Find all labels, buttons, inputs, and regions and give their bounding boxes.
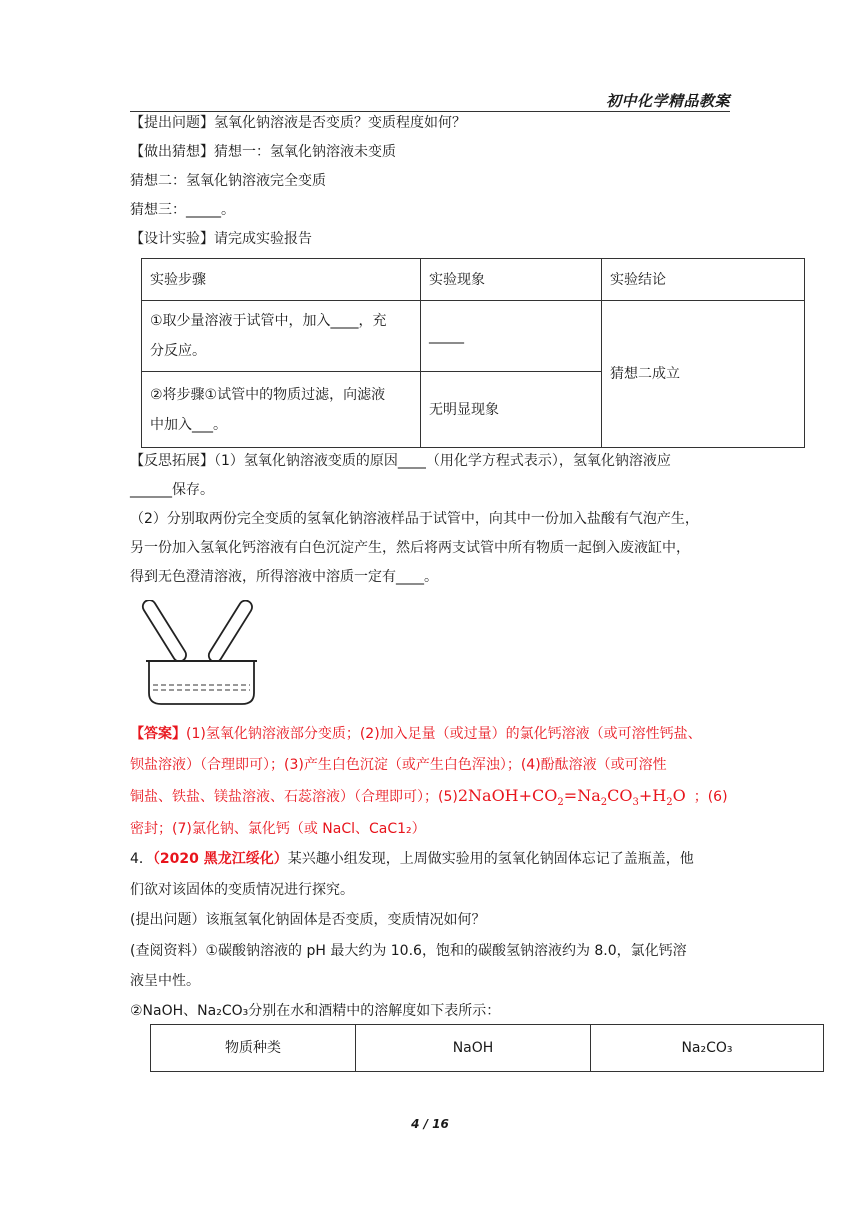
q4-line-1	[130, 849, 694, 869]
hypothesis-2: 猜想二：氢氧化钠溶液完全变质	[130, 173, 326, 189]
eq-sub-4: 2	[666, 797, 673, 809]
q4-line-6: ②NaOH、Na₂CO₃分别在水和酒精中的溶解度如下表所示：	[130, 1003, 501, 1019]
hypothesis-3: 猜想三：_____。	[130, 202, 235, 218]
eq-part-3: CO	[607, 786, 633, 805]
step-2-line-b: 中加入___。	[150, 416, 227, 433]
col-header-step: 实验步骤	[142, 259, 421, 301]
q4-line-2: 们欲对该固体的变质情况进行探究。	[130, 882, 354, 898]
answer-line-1	[130, 724, 702, 744]
reflection-line-3: （2）分别取两份完全变质的氢氧化钠溶液样品于试管中，向其中一份加入盐酸有气泡产生，	[130, 511, 699, 527]
solubility-table	[150, 1024, 824, 1072]
step-1-line-a: ①取少量溶液于试管中，加入____，充	[150, 313, 387, 329]
q4-number: 4．	[130, 851, 153, 867]
chemical-equation	[457, 786, 686, 809]
table-cell-phenomenon-2: 无明显现象	[421, 372, 602, 448]
hypothesis-1: 【做出猜想】猜想一：氢氧化钠溶液未变质	[130, 144, 396, 160]
eq-sub-2: 2	[600, 797, 608, 809]
answer-text-1: (1)氢氧化钠溶液部分变质；(2)加入足量（或过量）的氯化钙溶液（或可溶性钙盐、	[186, 726, 702, 742]
answer-line-2: 钡盐溶液）（合理即可）；(3)产生白色沉淀（或产生白色浑浊）；(4)酚酞溶液（或可溶性	[130, 757, 667, 773]
test-tube-right-icon	[206, 600, 254, 664]
test-tube-left-icon	[140, 600, 188, 664]
eq-part-2: =Na	[563, 786, 601, 805]
step-2-line-a: ②将步骤①试管中的物质过滤，向滤液	[150, 386, 386, 403]
waste-tank-icon	[146, 661, 257, 704]
q4-text-1: 某兴趣小组发现，上周做实验用的氢氧化钠固体忘记了盖瓶盖，他	[287, 851, 694, 867]
q4-line-4: (查阅资料）①碳酸钠溶液的 pH 最大约为 10.6，饱和的碳酸氢钠溶液约为 8.0，氯化钙溶	[130, 943, 687, 959]
waste-bucket-illustration	[138, 600, 263, 712]
sol-header-na2co3: Na₂CO₃	[591, 1025, 824, 1072]
eq-part-1: 2NaOH+CO	[457, 786, 558, 805]
answer-text-3-end: ；(6)	[693, 789, 728, 805]
eq-sub-3: 3	[632, 797, 639, 809]
problem-line: 【提出问题】氢氧化钠溶液是否变质？变质程度如何？	[130, 115, 466, 131]
sol-header-naoh: NaOH	[356, 1025, 591, 1072]
q4-line-5: 液呈中性。	[130, 973, 200, 989]
col-header-conclusion: 实验结论	[602, 259, 805, 301]
header-divider	[130, 111, 730, 112]
page-header-title: 初中化学精品教案	[605, 92, 730, 110]
design-line: 【设计实验】请完成实验报告	[130, 231, 312, 247]
reflection-line-1: 【反思拓展】（1）氢氧化钠溶液变质的原因____（用化学方程式表示），氢氧化钠溶液应	[130, 453, 671, 469]
answer-text-3: 铜盐、铁盐、镁盐溶液、石蕊溶液）（合理即可）；(5)	[130, 789, 458, 805]
table-cell-phenomenon-1: _____	[421, 301, 602, 372]
table-cell-step-1	[142, 301, 421, 372]
eq-part-5: O	[672, 786, 686, 805]
eq-sub-1: 2	[557, 797, 564, 809]
step-1-line-b: 分反应。	[150, 343, 206, 359]
q4-line-3: (提出问题）该瓶氢氧化钠固体是否变质，变质情况如何？	[130, 912, 486, 928]
experiment-table	[141, 258, 805, 448]
table-cell-step-2	[142, 372, 421, 448]
page-number: 4 / 16	[411, 1117, 449, 1131]
sol-header-substance: 物质种类	[151, 1025, 356, 1072]
answer-line-3	[130, 786, 728, 813]
answer-label: 【答案】	[130, 726, 186, 742]
q4-source: （2020 黑龙江绥化）	[152, 851, 288, 867]
col-header-phenomenon: 实验现象	[421, 259, 602, 301]
eq-part-4: +H	[638, 786, 667, 805]
reflection-line-2: ______保存。	[130, 482, 214, 498]
reflection-line-5: 得到无色澄清溶液，所得溶液中溶质一定有____。	[130, 569, 438, 585]
answer-line-4: 密封；(7)氯化钠、氯化钙（或 NaCl、CaC1₂）	[130, 821, 426, 837]
reflection-line-4: 另一份加入氢氧化钙溶液有白色沉淀产生，然后将两支试管中所有物质一起倒入废液缸中，	[130, 540, 690, 556]
table-cell-conclusion: 猜想二成立	[602, 301, 805, 448]
